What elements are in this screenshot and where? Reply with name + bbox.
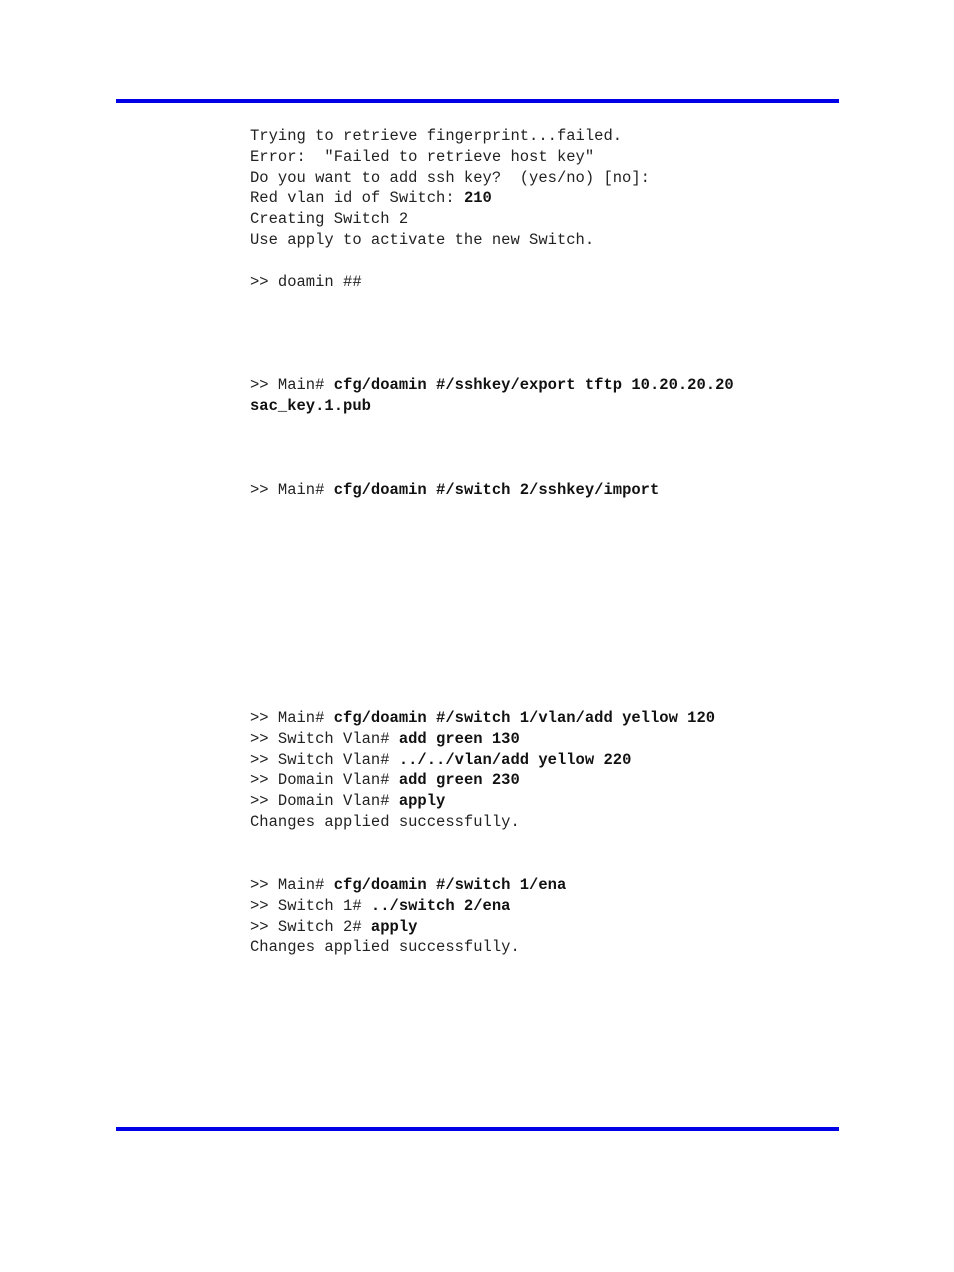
cli-line xyxy=(250,917,566,938)
cli-line xyxy=(250,937,566,958)
cli-line xyxy=(250,729,715,750)
cli-prompt-text: >> Domain Vlan# xyxy=(250,792,399,811)
cli-prompt-text: Use apply to activate the new Switch. xyxy=(250,230,595,249)
cli-prompt-text: >> Switch 1# xyxy=(250,896,371,915)
cli-command-text: cfg/doamin #/sshkey/export tftp 10.20.20.20 xyxy=(333,376,734,394)
cli-output-block-2 xyxy=(250,375,734,417)
cli-prompt-text: >> Main# xyxy=(250,876,334,894)
cli-command-text: add green 230 xyxy=(398,771,520,790)
cli-output-block-5 xyxy=(250,875,566,958)
cli-prompt-text: Do you want to add ssh key? (yes/no) [no]: xyxy=(250,168,650,187)
cli-command-text: sac_key.1.pub xyxy=(250,396,371,415)
cli-line xyxy=(250,750,715,771)
cli-line xyxy=(250,791,715,812)
cli-line xyxy=(250,126,650,147)
cli-line xyxy=(250,272,650,293)
cli-prompt-text: >> Switch Vlan# xyxy=(250,750,399,769)
cli-prompt-text: >> Main# xyxy=(250,376,334,394)
cli-output-block-1 xyxy=(250,126,650,292)
cli-prompt-text: Changes applied successfully. xyxy=(250,938,520,957)
cli-prompt-text: >> Switch Vlan# xyxy=(250,729,399,748)
cli-command-text: add green 130 xyxy=(398,729,520,748)
cli-command-text: cfg/doamin #/switch 1/ena xyxy=(333,876,567,894)
cli-command-text: cfg/doamin #/switch 2/sshkey/import xyxy=(333,481,660,499)
cli-line xyxy=(250,188,650,209)
cli-line xyxy=(250,251,650,272)
cli-command-text: 210 xyxy=(463,189,492,208)
cli-command-text: apply xyxy=(370,917,418,936)
cli-prompt-text: Changes applied successfully. xyxy=(250,812,520,831)
cli-prompt-text: Trying to retrieve fingerprint...failed. xyxy=(250,127,623,145)
cli-line xyxy=(250,168,650,189)
cli-line xyxy=(250,147,650,168)
cli-line xyxy=(250,896,566,917)
cli-line xyxy=(250,480,659,501)
cli-prompt-text: Error: "Failed to retrieve host key" xyxy=(250,147,595,166)
top-rule xyxy=(116,99,839,103)
cli-prompt-text: >> doamin ## xyxy=(250,272,362,291)
cli-line xyxy=(250,875,566,896)
cli-command-text: ../switch 2/ena xyxy=(370,896,511,915)
cli-line xyxy=(250,708,715,729)
cli-line xyxy=(250,770,715,791)
cli-line xyxy=(250,209,650,230)
cli-prompt-text: >> Main# xyxy=(250,481,334,499)
cli-output-block-3 xyxy=(250,480,659,501)
cli-line xyxy=(250,375,734,396)
cli-output-block-4 xyxy=(250,708,715,833)
cli-command-text: apply xyxy=(398,792,446,811)
cli-line xyxy=(250,812,715,833)
cli-command-text: cfg/doamin #/switch 1/vlan/add yellow 120 xyxy=(333,709,716,727)
bottom-rule xyxy=(116,1127,839,1131)
cli-prompt-text: Creating Switch 2 xyxy=(250,210,409,229)
cli-prompt-text: Red vlan id of Switch: xyxy=(250,189,464,208)
cli-prompt-text: >> Domain Vlan# xyxy=(250,771,399,790)
cli-prompt-text: >> Main# xyxy=(250,709,334,727)
cli-command-text: ../../vlan/add yellow 220 xyxy=(398,750,632,769)
cli-line xyxy=(250,230,650,251)
cli-prompt-text: >> Switch 2# xyxy=(250,917,371,936)
cli-line xyxy=(250,396,734,417)
